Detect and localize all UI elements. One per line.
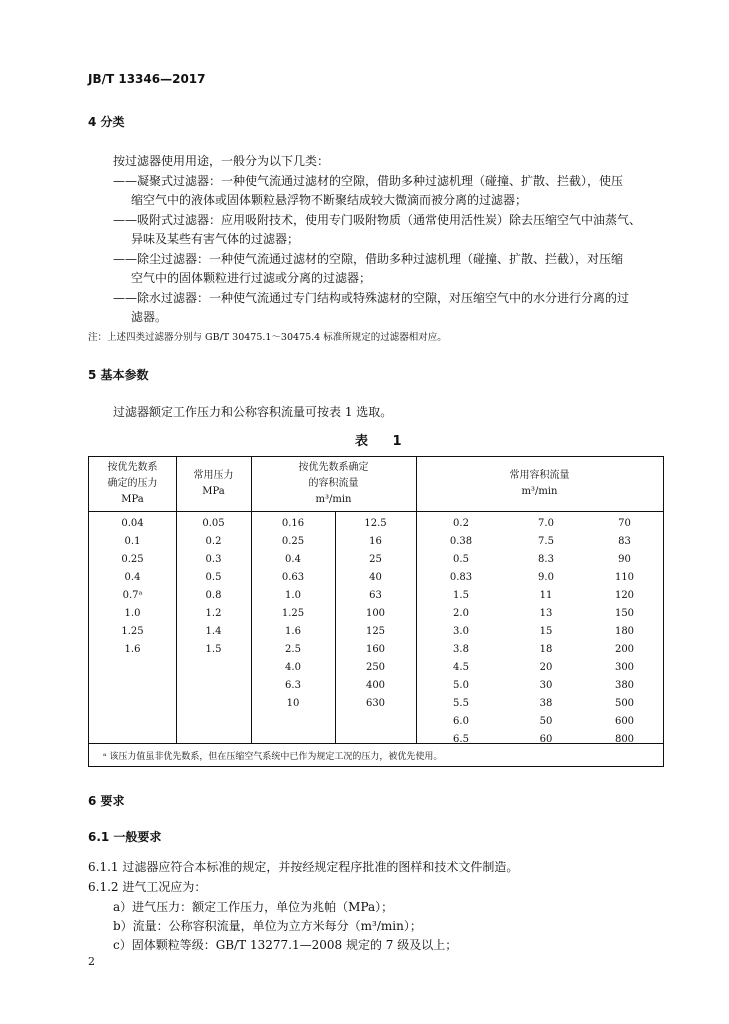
table-cell: 5.5: [453, 698, 469, 709]
classification-line: 空气中的固体颗粒进行过滤或分离的过滤器；: [131, 271, 372, 285]
table-cell: 1.5: [453, 590, 469, 601]
header-common-pressure: 常用压力 MPa: [193, 470, 234, 497]
table-cell: 70: [618, 518, 631, 529]
table-cell: 0.5: [453, 554, 469, 565]
column-preferred-pressure: [89, 515, 176, 659]
table-cell: 30: [539, 680, 553, 691]
section-4-heading: 4 分类: [88, 115, 125, 129]
table-cell: 8.3: [538, 554, 554, 565]
table-cell: 4.5: [453, 662, 469, 673]
table-cell: 20: [539, 662, 553, 673]
document-header: JB/T 13346—2017: [88, 72, 206, 86]
table-cell: 0.83: [449, 572, 473, 583]
table-cell: 1.6: [124, 644, 141, 655]
section-5-intro: 过滤器额定工作压力和公称容积流量可按表 1 选取。: [113, 405, 393, 419]
column-common-pressure: [176, 515, 251, 659]
table-cell: 0.16: [281, 518, 305, 529]
section-5-heading: 5 基本参数: [88, 368, 149, 382]
table-cell: 18: [539, 644, 553, 655]
table-cell: 40: [369, 572, 382, 583]
table-cell: 60: [539, 734, 553, 745]
column-preferred-flow-b: [335, 515, 416, 713]
table-cell: 3.8: [453, 644, 469, 655]
table-cell: 0.63: [281, 572, 305, 583]
table-cell: 13: [539, 608, 553, 619]
table-cell: 25: [369, 554, 382, 565]
table-footnote: ᵃ 该压力值虽非优先数系，但在压缩空气系统中已作为规定工况的压力，被优先使用。: [103, 752, 443, 762]
table-cell: 1.4: [205, 626, 222, 637]
table-cell: 12.5: [364, 518, 387, 529]
table-cell: 63: [369, 590, 382, 601]
table-cell: 1.0: [285, 590, 301, 601]
classification-line: 滤器。: [131, 310, 168, 324]
table-cell: 7.5: [538, 536, 554, 547]
table-caption: 表 1: [355, 434, 412, 449]
column-common-flow-b: [506, 515, 586, 749]
clause-6-1-2: 6.1.2 进气工况应为：: [88, 880, 207, 894]
table-cell: 0.04: [121, 518, 144, 529]
table-cell: 400: [365, 680, 386, 691]
header-common-flow: 常用容积流量 m³/min: [509, 470, 570, 497]
table-cell: 500: [614, 698, 635, 709]
requirement-item: c）固体颗粒等级：GB/T 13277.1—2008 规定的 7 级及以上；: [113, 938, 458, 952]
table-cell: 1.6: [285, 626, 301, 637]
page-number: 2: [88, 955, 95, 968]
column-common-flow-a: [416, 515, 506, 749]
table-cell: 300: [614, 662, 635, 673]
table-cell: 600: [614, 716, 635, 727]
table-divider: [89, 511, 663, 512]
table-cell: 0.05: [202, 518, 225, 529]
table-cell: 0.7ᵃ: [122, 590, 143, 601]
column-common-flow-c: [586, 515, 663, 749]
table-cell: 0.8: [205, 590, 222, 601]
table-cell: 0.4: [285, 554, 301, 565]
table-cell: 0.4: [124, 572, 141, 583]
table-cell: 6.3: [285, 680, 301, 691]
clause-6-1-1: 6.1.1 过滤器应符合本标准的规定，并按经规定程序批准的图样和技术文件制造。: [88, 860, 519, 874]
table-cell: 83: [618, 536, 631, 547]
table-cell: 9.0: [538, 572, 554, 583]
table-cell: 800: [614, 734, 635, 745]
table-cell: 2.0: [453, 608, 469, 619]
table-cell: 11: [539, 590, 553, 601]
table-cell: 630: [365, 698, 386, 709]
table-cell: 16: [369, 536, 382, 547]
table-cell: 3.0: [453, 626, 469, 637]
table-cell: 0.3: [205, 554, 222, 565]
classification-line: 缩空气中的液体或固体颗粒悬浮物不断聚结成较大微滴而被分离的过滤器；: [131, 193, 528, 207]
table-cell: 6.0: [453, 716, 469, 727]
column-preferred-flow-a: [251, 515, 335, 713]
table-cell: 160: [365, 644, 386, 655]
table-cell: 0.25: [121, 554, 144, 565]
table-cell: 150: [614, 608, 635, 619]
requirement-item: b）流量：公称容积流量，单位为立方米每分（m³/min）；: [113, 919, 422, 933]
classification-line: 异味及某些有害气体的过滤器；: [131, 232, 300, 246]
table-cell: 250: [365, 662, 386, 673]
requirement-item: a）进气压力：额定工作压力，单位为兆帕（MPa）；: [113, 900, 394, 914]
table-cell: 5.0: [453, 680, 469, 691]
table-cell: 0.1: [124, 536, 141, 547]
table-cell: 50: [539, 716, 553, 727]
header-preferred-pressure: 按优先数系 确定的压力 MPa: [107, 462, 158, 505]
table-cell: 0.5: [205, 572, 222, 583]
table-cell: 100: [365, 608, 386, 619]
classification-line: ——凝聚式过滤器：一种使气流通过滤材的空隙，借助多种过滤机理（碰撞、扩散、拦截），使压: [113, 174, 624, 188]
table-cell: 200: [614, 644, 635, 655]
section-4-intro: 按过滤器使用用途，一般分为以下几类：: [113, 154, 330, 168]
table-cell: 0.25: [281, 536, 305, 547]
table-cell: 90: [618, 554, 631, 565]
header-preferred-flow: 按优先数系确定 的容积流量 m³/min: [298, 462, 369, 505]
table-cell: 10: [286, 698, 300, 709]
table-cell: 1.25: [121, 626, 144, 637]
table-cell: 1.5: [205, 644, 222, 655]
table-cell: 125: [365, 626, 386, 637]
table-cell: 2.5: [285, 644, 301, 655]
classification-line: ——吸附式过滤器：应用吸附技术，使用专门吸附物质（通常使用活性炭）除去压缩空气中油蒸气、: [113, 213, 642, 227]
table-cell: 380: [614, 680, 635, 691]
table-cell: 0.2: [453, 518, 469, 529]
table-cell: 0.2: [205, 536, 222, 547]
table-cell: 0.38: [449, 536, 473, 547]
table-cell: 4.0: [285, 662, 301, 673]
table-cell: 7.0: [538, 518, 554, 529]
table-cell: 6.5: [453, 734, 469, 745]
table-cell: 1.2: [205, 608, 222, 619]
section-4-note: 注：上述四类过滤器分别与 GB/T 30475.1～30475.4 标准所规定的过滤器相对应。: [88, 332, 447, 343]
table-cell: 1.0: [124, 608, 141, 619]
section-6-1-heading: 6.1 一般要求: [88, 830, 162, 844]
classification-line: ——除水过滤器：一种使气流通过专门结构或特殊滤材的空隙，对压缩空气中的水分进行分离的过: [113, 291, 630, 305]
section-6-heading: 6 要求: [88, 794, 125, 808]
parameter-table: [88, 456, 664, 767]
classification-line: ——除尘过滤器：一种使气流通过滤材的空隙，借助多种过滤机理（碰撞、扩散、拦截），对压缩: [113, 252, 624, 266]
table-cell: 120: [614, 590, 635, 601]
table-cell: 38: [539, 698, 553, 709]
table-cell: 1.25: [281, 608, 305, 619]
table-cell: 110: [614, 572, 635, 583]
table-cell: 180: [614, 626, 635, 637]
table-cell: 15: [539, 626, 553, 637]
